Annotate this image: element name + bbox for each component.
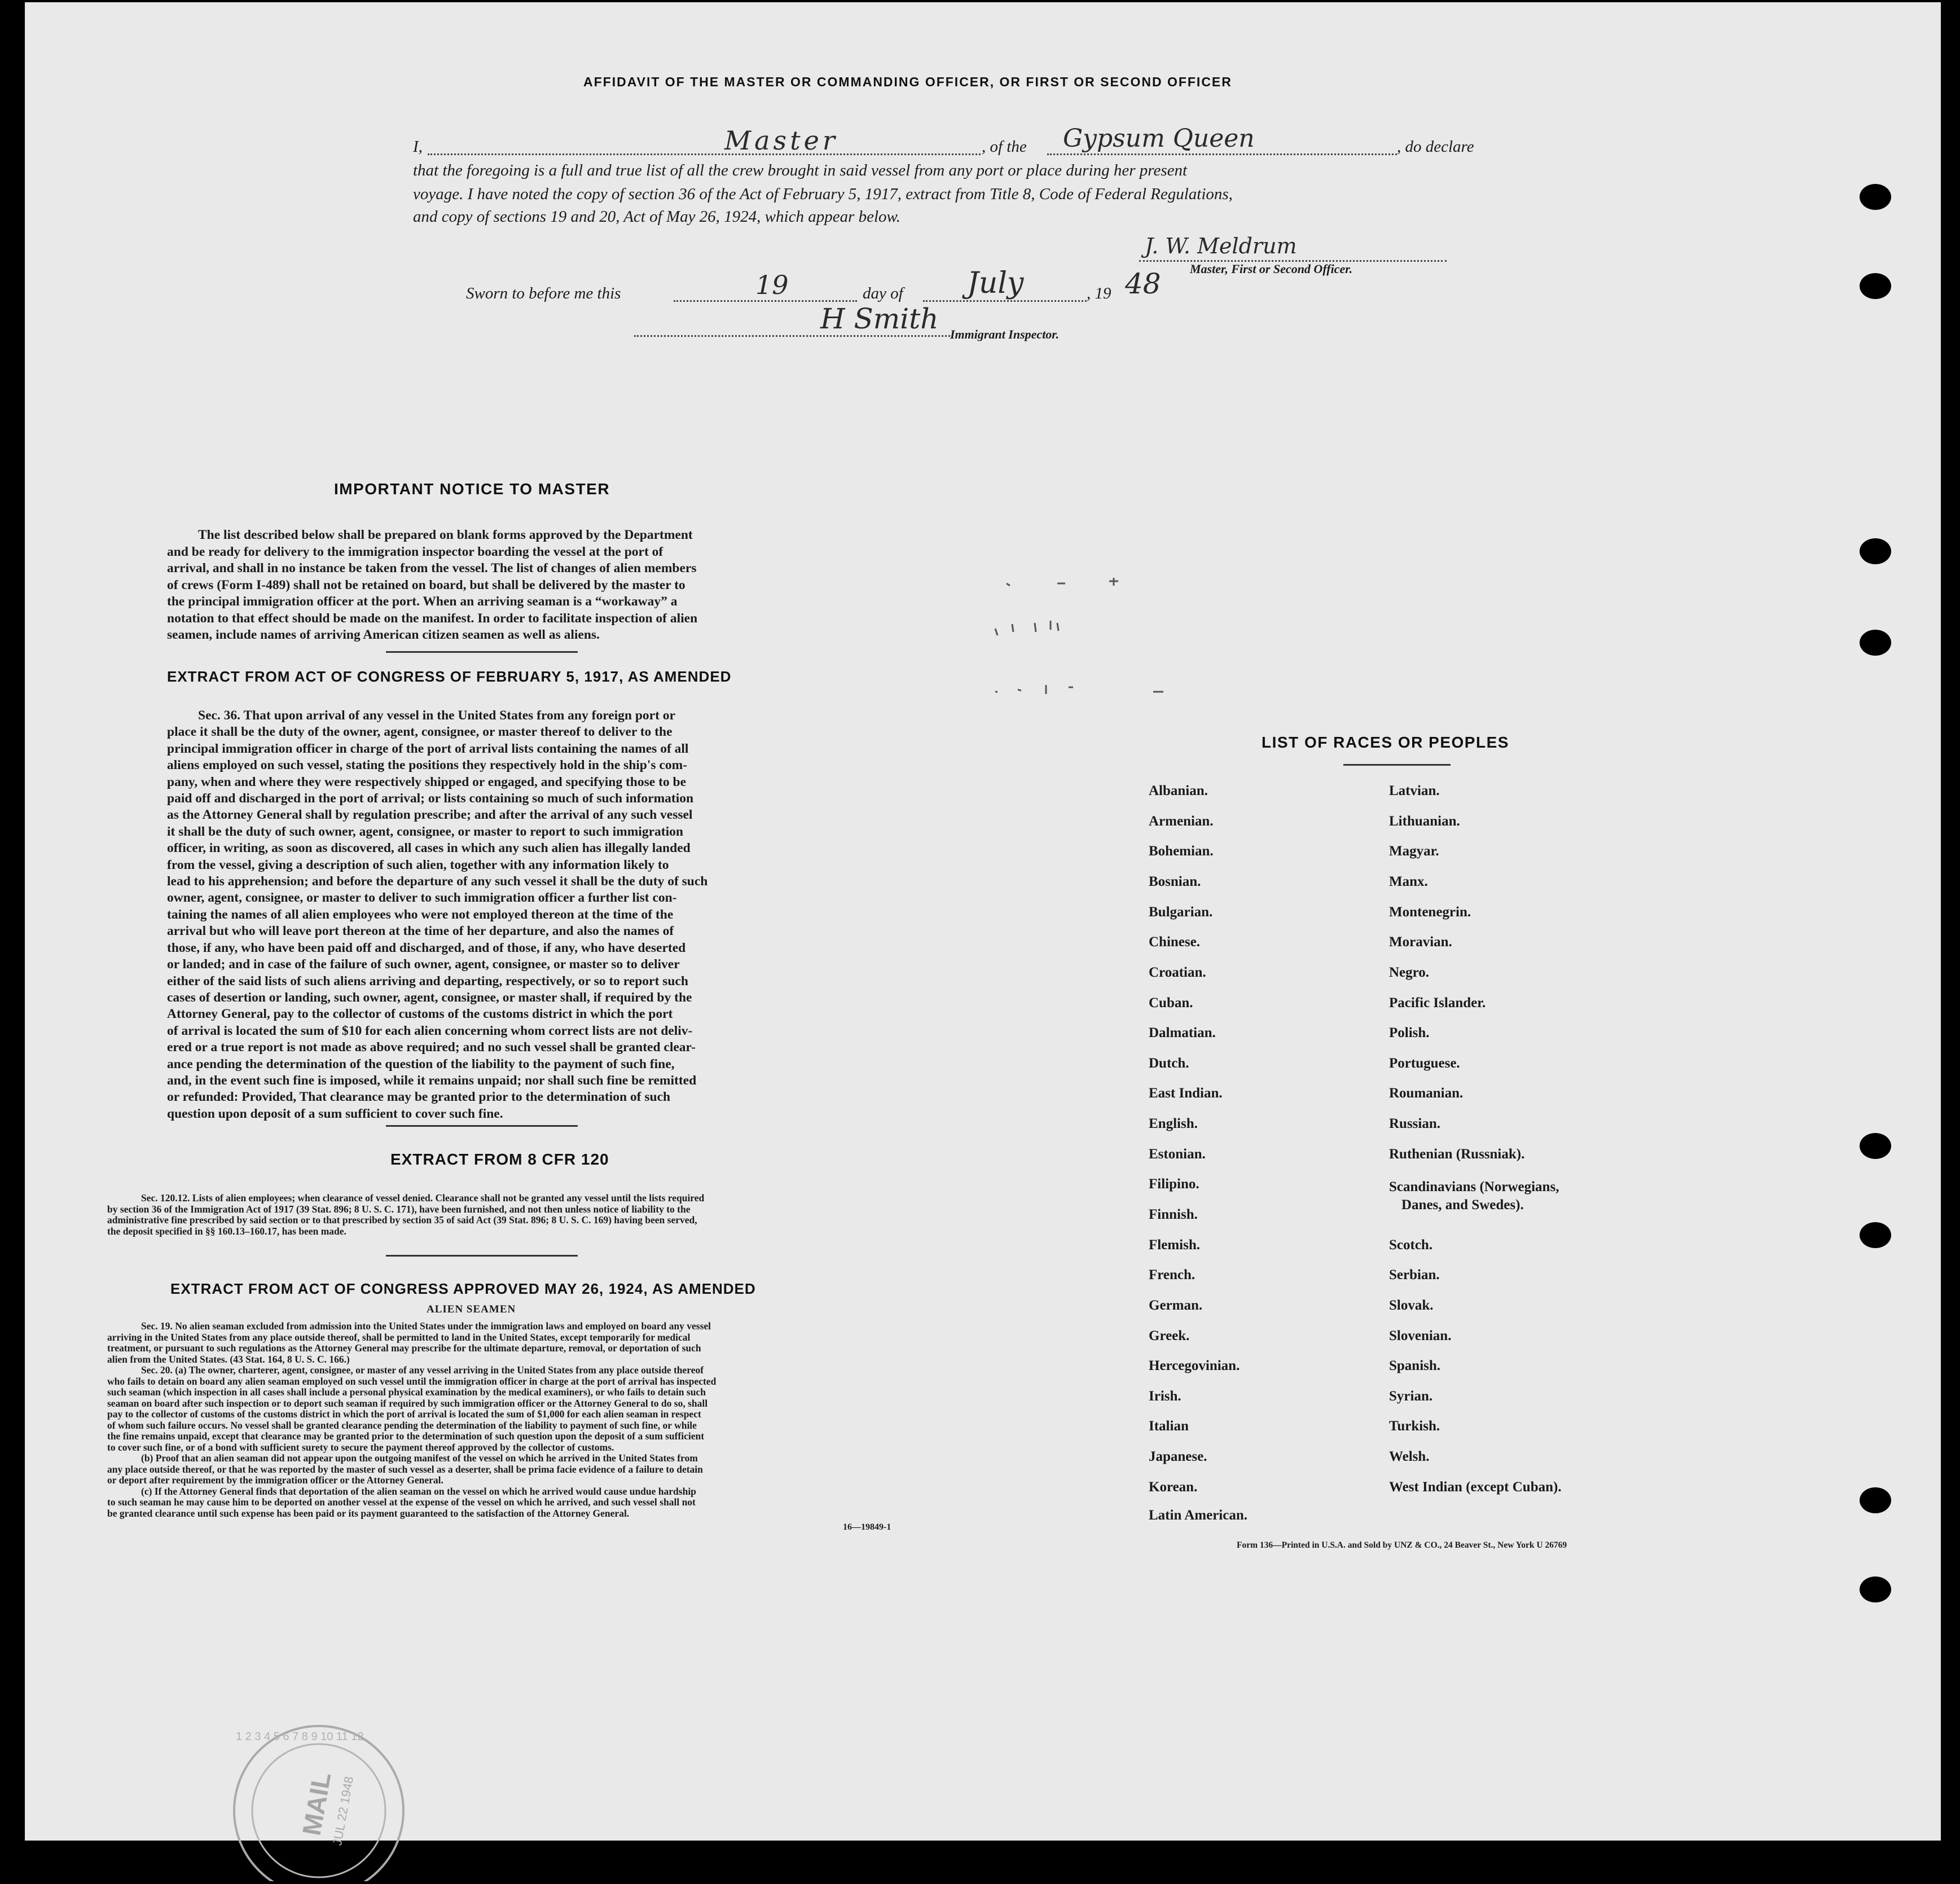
section-line: either of the said lists of such aliens arriving and departing, respectively, or so to report such xyxy=(167,973,688,989)
section-line: such seaman (which inspection in all cases shall include a personal physical examination by the medical examiners), or who fails to detain such xyxy=(107,1386,706,1398)
race-item: Pacific Islander. xyxy=(1389,995,1486,1011)
race-item: Korean. xyxy=(1149,1479,1198,1495)
section-line: as the Attorney General shall by regulation prescribe; and after the arrival of any such vessel xyxy=(167,807,693,823)
stamp-graphic xyxy=(226,1718,412,1881)
punch-hole xyxy=(1860,1133,1891,1159)
section-line: alien from the United States. (43 Stat. 164, 8 U. S. C. 166.) xyxy=(107,1353,350,1365)
section-line: lead to his apprehension; and before the departure of any such vessel it shall be the duty of such xyxy=(167,874,708,889)
section-line: who fails to detain on board any alien seaman employed on such vessel until the immigration officer in charge at the port of arrival has inspected xyxy=(107,1375,717,1387)
extract-1917-title: EXTRACT FROM ACT OF CONGRESS OF FEBRUARY 5, 1917, AS AMENDED xyxy=(167,668,732,685)
section-line: to cover such fine, or of a bond with sufficient surety to secure the payment thereof approved by the collector of customs. xyxy=(107,1441,614,1453)
race-item: Bosnian. xyxy=(1149,874,1201,889)
master-signature: J. W. Meldrum xyxy=(1145,234,1297,258)
race-item: Slovak. xyxy=(1389,1298,1434,1313)
section-line: principal immigration officer in charge of the port of arrival lists containing the names of all xyxy=(167,741,689,756)
race-item: Scotch. xyxy=(1389,1237,1433,1253)
section-line: Sec. 36. That upon arrival of any vessel in the United States from any foreign port or xyxy=(198,708,675,723)
race-item: Chinese. xyxy=(1149,934,1200,950)
section-line: treatment, or pursuant to such regulations as the Attorney General may prescribe for the ultimate departure, removal, or deportation of such xyxy=(107,1342,701,1354)
notice-line: notation to that effect should be made on the manifest. In order to facilitate inspection of alien xyxy=(167,611,698,626)
extract-1924-body xyxy=(107,1321,917,1519)
race-item: Slovenian. xyxy=(1389,1328,1452,1343)
section-line: be granted clearance until such expense has been paid or its payment guaranteed to the satisfaction of the Attorney General. xyxy=(107,1507,630,1519)
of-the-text: , of the xyxy=(982,138,1027,156)
section-line: pay to the collector of customs of the customs district in which the port of arrival is located the sum of $1,000 for each alien seaman in respect xyxy=(107,1408,701,1420)
race-item: Hercegovinian. xyxy=(1149,1358,1240,1373)
race-item: Dalmatian. xyxy=(1149,1025,1216,1040)
notice-title: IMPORTANT NOTICE TO MASTER xyxy=(334,480,610,498)
race-item: Manx. xyxy=(1389,874,1428,889)
section-line: ance pending the determination of the question of the liability to the payment of such fine, xyxy=(167,1056,675,1071)
race-item: English. xyxy=(1149,1116,1198,1131)
race-item: Italian xyxy=(1149,1419,1189,1434)
section-line: of whom such failure occurs. No vessel shall be granted clearance pending the determination of the liability to payment of such fine, or while xyxy=(107,1419,697,1431)
section-line: ered or a true report is not made as above required; and no such vessel shall be granted clear- xyxy=(167,1040,696,1055)
notice-line: seamen, include names of arriving American citizen seamen as well as aliens. xyxy=(167,627,600,642)
affidavit-line-3: voyage. I have noted the copy of section 36 of the Act of February 5, 1917, extract from Title 8, Code of Federal Regulations, xyxy=(413,185,1233,203)
section-line: it shall be the duty of such owner, agent, consignee, or master to report to such immigration xyxy=(167,824,683,839)
section-line: cases of desertion or landing, such owner, agent, consignee, or master shall, if required by the xyxy=(167,990,692,1005)
race-item: Estonian. xyxy=(1149,1147,1206,1162)
section-line: seaman on board after such inspection or to deport such seaman if required by such immigration officer or the Attorney General to do so, shall xyxy=(107,1397,708,1409)
section-line: question upon deposit of a sum sufficient to cover such fine. xyxy=(167,1106,503,1121)
race-item: Spanish. xyxy=(1389,1358,1441,1373)
race-item: Russian. xyxy=(1389,1116,1441,1131)
affidavit-i: I, xyxy=(413,138,423,156)
section-line: or deport after requirement by the immigration officer or the Attorney General. xyxy=(107,1474,443,1486)
race-item: Magyar. xyxy=(1389,844,1439,859)
section-line: place it shall be the duty of the owner, agent, consignee, or master thereof to deliver to the xyxy=(167,724,673,740)
race-item: Japanese. xyxy=(1149,1449,1207,1464)
section-line: pany, when and where they were respectively shipped or engaged, and specifying those to be xyxy=(167,774,687,789)
punch-hole xyxy=(1860,538,1891,564)
race-item: Montenegrin. xyxy=(1389,904,1471,920)
section-line: owner, agent, consignee, or master to deliver to such immigration officer a further list con- xyxy=(167,890,677,906)
section-line: Sec. 20. (a) The owner, charterer, agent, consignee, or master of any vessel arriving in the United States from any place outside thereof xyxy=(141,1364,704,1376)
section-line: (c) If the Attorney General finds that deportation of the alien seaman on the vessel on which he arrived would cause undue hardship xyxy=(141,1485,696,1497)
signature-caption: Master, First or Second Officer. xyxy=(1190,262,1353,276)
notice-line: the principal immigration officer at the port. When an arriving seaman is a “workaway” a xyxy=(167,594,678,609)
vessel-name-handwriting: Gypsum Queen xyxy=(1063,124,1255,153)
race-item: Roumanian. xyxy=(1389,1086,1464,1101)
section-line: officer, in writing, as soon as discovered, all cases in which any such alien has illegally landed xyxy=(167,841,691,856)
document-page xyxy=(25,2,1941,1847)
race-item: Bohemian. xyxy=(1149,844,1214,859)
extract-1917-body xyxy=(167,708,830,1122)
nineteen-text: , 19 xyxy=(1087,284,1111,302)
stray-marks-graphic xyxy=(984,566,1221,713)
race-item: Serbian. xyxy=(1389,1267,1440,1283)
cfr-line: by section 36 of the Immigration Act of 1917 (39 Stat. 896; 8 U. S. C. 171), have been furnished, and not then unless notice of liability to the xyxy=(107,1203,691,1215)
day-of-text: day of xyxy=(863,284,903,302)
race-item: Lithuanian. xyxy=(1389,814,1460,829)
race-item: Moravian. xyxy=(1389,934,1452,950)
section-line: (b) Proof that an alien seaman did not appear upon the outgoing manifest of the vessel on which he arrived in the United States from xyxy=(141,1452,698,1464)
extract-1924-title: EXTRACT FROM ACT OF CONGRESS APPROVED MAY 26, 1924, AS AMENDED xyxy=(170,1280,756,1297)
form-code: 16—19849-1 xyxy=(843,1522,891,1532)
form-footer: Form 136—Printed in U.S.A. and Sold by UNZ & CO., 24 Beaver St., New York U 26769 xyxy=(1237,1540,1567,1550)
stray-marks xyxy=(984,566,1221,716)
race-item: Polish. xyxy=(1389,1025,1430,1040)
divider xyxy=(386,1125,578,1127)
notice-line: and be ready for delivery to the immigration inspector boarding the vessel at the port of xyxy=(167,544,663,559)
cfr-line: Sec. 120.12. Lists of alien employees; when clearance of vessel denied. Clearance shall not be granted any vessel until the lists required xyxy=(141,1192,705,1204)
mail-date-stamp xyxy=(226,1718,412,1884)
race-item: Cuban. xyxy=(1149,995,1193,1011)
inspector-caption: Immigrant Inspector. xyxy=(950,327,1060,341)
section-line: Attorney General, pay to the collector of customs of the customs district in which the port xyxy=(167,1007,673,1022)
section-line: to such seaman he may cause him to be deported on another vessel at the expense of the vessel on which he arrived, and such vessel shall not xyxy=(107,1496,696,1508)
race-item: Armenian. xyxy=(1149,814,1214,829)
month-blank xyxy=(923,300,1087,302)
affidavit-title: AFFIDAVIT OF THE MASTER OR COMMANDING OFFICER, OR FIRST OR SECOND OFFICER xyxy=(583,74,1232,89)
race-item: Scandinavians (Norwegians, xyxy=(1389,1179,1559,1194)
master-handwriting: Master xyxy=(724,125,838,156)
stamp-date: JUL 22 1948 xyxy=(329,1775,357,1847)
section-line: paid off and discharged in the port of arrival; or lists containing so much of such information xyxy=(167,791,694,806)
section-line: of arrival is located the sum of $10 for each alien concerning whom correct lists are not deliv- xyxy=(167,1023,693,1038)
section-line: and, in the event such fine is imposed, while it remains unpaid; nor shall such fine be remitted xyxy=(167,1073,697,1088)
section-line: those, if any, who have been paid off and discharged, and of those, if any, who have deserted xyxy=(167,940,686,955)
divider xyxy=(386,651,578,653)
section-line: or refunded: Provided, That clearance may be granted prior to the determination of such xyxy=(167,1090,671,1105)
race-item: Latvian. xyxy=(1389,783,1440,798)
races-title: LIST OF RACES OR PEOPLES xyxy=(1262,734,1509,751)
section-line: any place outside thereof, or that he was reported by the master of such vessel as a deserter, shall be prima facie evidence of a failure to detain xyxy=(107,1463,703,1475)
race-item: Irish. xyxy=(1149,1389,1181,1404)
race-item: German. xyxy=(1149,1298,1203,1313)
punch-hole xyxy=(1860,1487,1891,1513)
race-item: Dutch. xyxy=(1149,1056,1189,1071)
stamp-numbers: 1 2 3 4 5 6 7 8 9 10 11 12 xyxy=(236,1731,364,1743)
race-item: East Indian. xyxy=(1149,1086,1223,1101)
sworn-text: Sworn to before me this xyxy=(466,284,621,302)
divider xyxy=(1343,764,1451,766)
race-item: Latin American. xyxy=(1149,1508,1247,1523)
inspector-blank xyxy=(634,335,950,337)
notice-line: The list described below shall be prepared on blank forms approved by the Department xyxy=(198,528,693,542)
inspector-signature: H Smith xyxy=(820,302,939,335)
stamp-mail: MAIL xyxy=(296,1770,337,1838)
race-item: Greek. xyxy=(1149,1328,1190,1343)
master-blank xyxy=(428,153,981,155)
do-declare-text: , do declare xyxy=(1397,138,1474,156)
cfr-title: EXTRACT FROM 8 CFR 120 xyxy=(390,1150,609,1168)
year-handwriting: 48 xyxy=(1125,267,1161,300)
race-item: West Indian (except Cuban). xyxy=(1389,1479,1562,1495)
day-blank xyxy=(674,300,857,302)
notice-line: arrival, and shall in no instance be taken from the vessel. The list of changes of alien members xyxy=(167,561,697,576)
section-line: arrival but who will leave port thereon at the time of her departure, and also the names of xyxy=(167,924,674,939)
section-line: taining the names of all alien employees who were not employed thereon at the time of the xyxy=(167,907,674,922)
race-item: Portuguese. xyxy=(1389,1056,1460,1071)
race-item: Negro. xyxy=(1389,965,1430,980)
affidavit-line-4: and copy of sections 19 and 20, Act of May 26, 1924, which appear below. xyxy=(413,208,900,226)
race-item: Croatian. xyxy=(1149,965,1206,980)
cfr-line: administrative fine prescribed by said section or to that prescribed by section 35 of said Act (39 Stat. 896; 8 U. S. C. 169) having been served, xyxy=(107,1214,697,1226)
race-item: Albanian. xyxy=(1149,783,1208,798)
affidavit-line-2: that the foregoing is a full and true list of all the crew brought in said vessel from any port or place during her present xyxy=(413,161,1188,179)
alien-seamen-subtitle: ALIEN SEAMEN xyxy=(427,1303,516,1315)
cfr-body xyxy=(107,1193,917,1237)
notice-body xyxy=(167,527,830,644)
month-handwriting: July xyxy=(967,266,1024,300)
cfr-line: the deposit specified in §§ 160.13–160.17, has been made. xyxy=(107,1225,346,1237)
vessel-blank xyxy=(1047,153,1397,155)
section-line: aliens employed on such vessel, stating the positions they respectively hold in the ship's com- xyxy=(167,758,687,773)
section-line: or landed; and in case of the failure of such owner, agent, consignee, or master so to deliver xyxy=(167,957,680,972)
section-line: arriving in the United States from any place outside thereof, shall be permitted to land in the United States, except temporarily for medical xyxy=(107,1331,691,1343)
notice-line: of crews (Form I-489) shall not be retained on board, but shall be delivered by the master to xyxy=(167,577,685,592)
divider xyxy=(386,1255,578,1257)
punch-hole xyxy=(1860,273,1891,299)
race-item: Turkish. xyxy=(1389,1419,1440,1434)
race-item: Bulgarian. xyxy=(1149,904,1213,920)
race-item: Welsh. xyxy=(1389,1449,1430,1464)
punch-hole xyxy=(1860,1576,1891,1602)
race-item: Filipino. xyxy=(1149,1176,1199,1192)
race-item: Finnish. xyxy=(1149,1207,1198,1222)
day-handwriting: 19 xyxy=(755,270,789,300)
race-item: Syrian. xyxy=(1389,1389,1433,1404)
section-line: Sec. 19. No alien seaman excluded from admission into the United States under the immigration laws and employed on board any vessel xyxy=(141,1320,711,1332)
punch-hole xyxy=(1860,630,1891,656)
race-item: French. xyxy=(1149,1267,1196,1283)
punch-hole xyxy=(1860,184,1891,210)
punch-hole xyxy=(1860,1222,1891,1248)
section-line: the fine remains unpaid, except that clearance may be granted prior to the determination of such question upon the deposit of a sum sufficient xyxy=(107,1430,705,1442)
race-item: Flemish. xyxy=(1149,1237,1200,1253)
section-line: from the vessel, giving a description of such alien, together with any information likely to xyxy=(167,857,669,872)
race-item: Ruthenian (Russniak). xyxy=(1389,1147,1525,1162)
race-item: Danes, and Swedes). xyxy=(1401,1197,1524,1213)
